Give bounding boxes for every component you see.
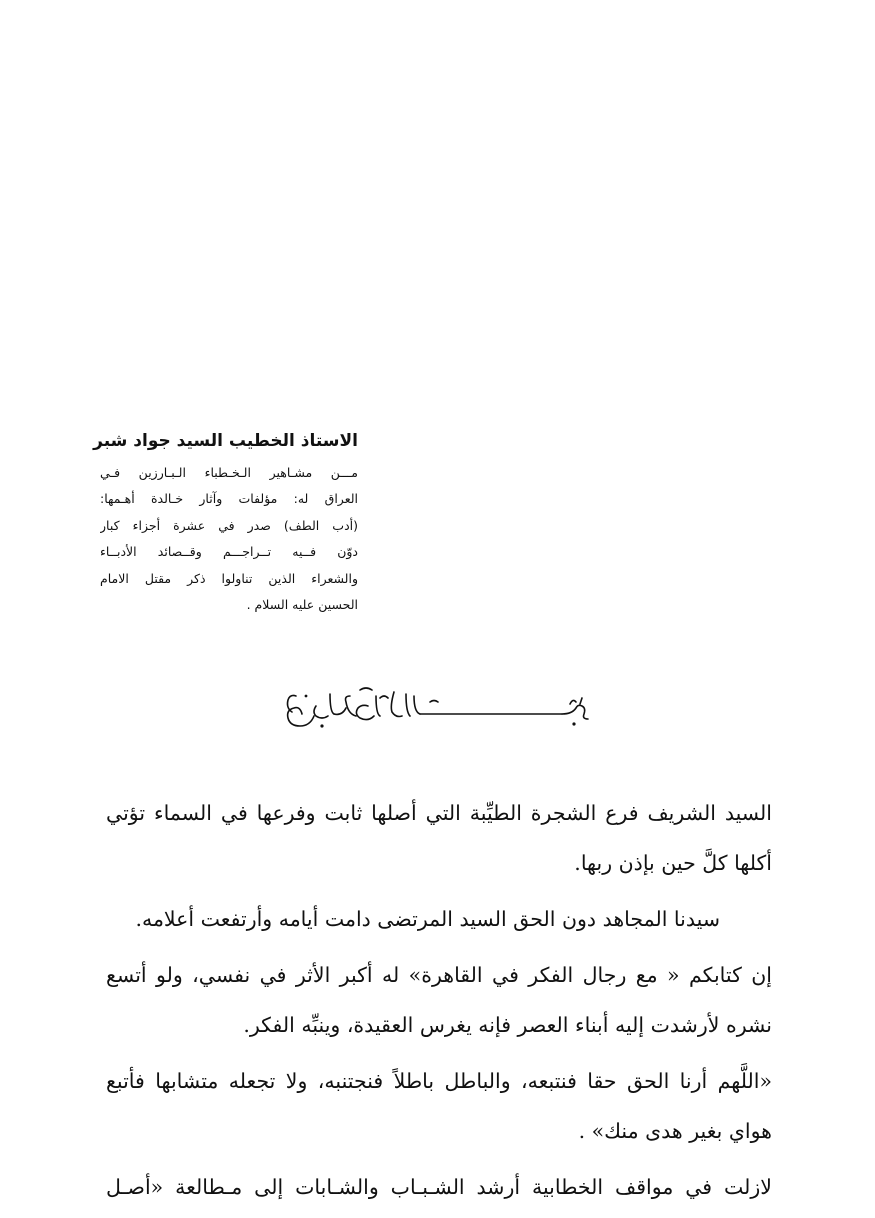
body-paragraph bbox=[106, 894, 772, 944]
body-line: إن كتابكم « مع رجال الفكر في القاهرة» له أكبر الأثر في نفسي، ولو أتسع bbox=[106, 963, 772, 987]
author-bio-line: العراق له: مؤلفات وآثار خـالدة أهـمها: bbox=[100, 491, 358, 507]
body-line: السيد الشريف فرع الشجرة الطيِّبة التي أصلها ثابت وفرعها في السماء تؤتي bbox=[106, 801, 772, 825]
body-text bbox=[106, 788, 772, 1218]
body-line: نشره لأرشدت إليه أبناء العصر فإنه يغرس العقيدة، وينبِّه الفكر. bbox=[243, 1013, 772, 1037]
author-bio-line: والشعراء الذين تناولوا ذكر مقتل الامام bbox=[100, 570, 358, 586]
body-line bbox=[106, 894, 772, 944]
body-paragraph bbox=[106, 788, 772, 888]
author-bio-line: مـــن مشـاهير الـخـطباء الـبـارزين فـي bbox=[100, 465, 358, 480]
author-bio-title: الاستاذ الخطيب السيد جواد شبر bbox=[93, 431, 358, 451]
author-bio-line: الحسين عليه السلام . bbox=[246, 596, 358, 612]
body-paragraph bbox=[106, 1056, 772, 1156]
author-bio-line: (أدب الطف) صدر في عشرة أجزاء كبار bbox=[100, 517, 358, 533]
body-paragraph bbox=[106, 950, 772, 1050]
body-line-text: سيدنا المجاهد دون الحق السيد المرتضى دامت أيامه وأرتفعت أعلامه. bbox=[135, 907, 720, 931]
body-line: «اللَّهم أرنا الحق حقا فنتبعه، والباطل باطلاً فنجتنبه، ولا تجعله متشابها فأتبع bbox=[106, 1069, 772, 1093]
body-line: أكلها كلَّ حين بإذن ربها. bbox=[574, 851, 772, 875]
body-line: هواي بغير هدى منك» . bbox=[578, 1119, 772, 1143]
body-line: لازلت في مواقف الخطابية أرشد الشـبـاب والشـابات إلى مـطالعة «أصـل bbox=[106, 1175, 772, 1199]
author-bio-line: دوّن فــيه تــراجـــم وقــصائد الأدبــاء bbox=[100, 544, 358, 560]
author-bio bbox=[93, 428, 358, 618]
basmala-calligraphy bbox=[270, 680, 600, 742]
body-paragraph bbox=[106, 1162, 772, 1212]
